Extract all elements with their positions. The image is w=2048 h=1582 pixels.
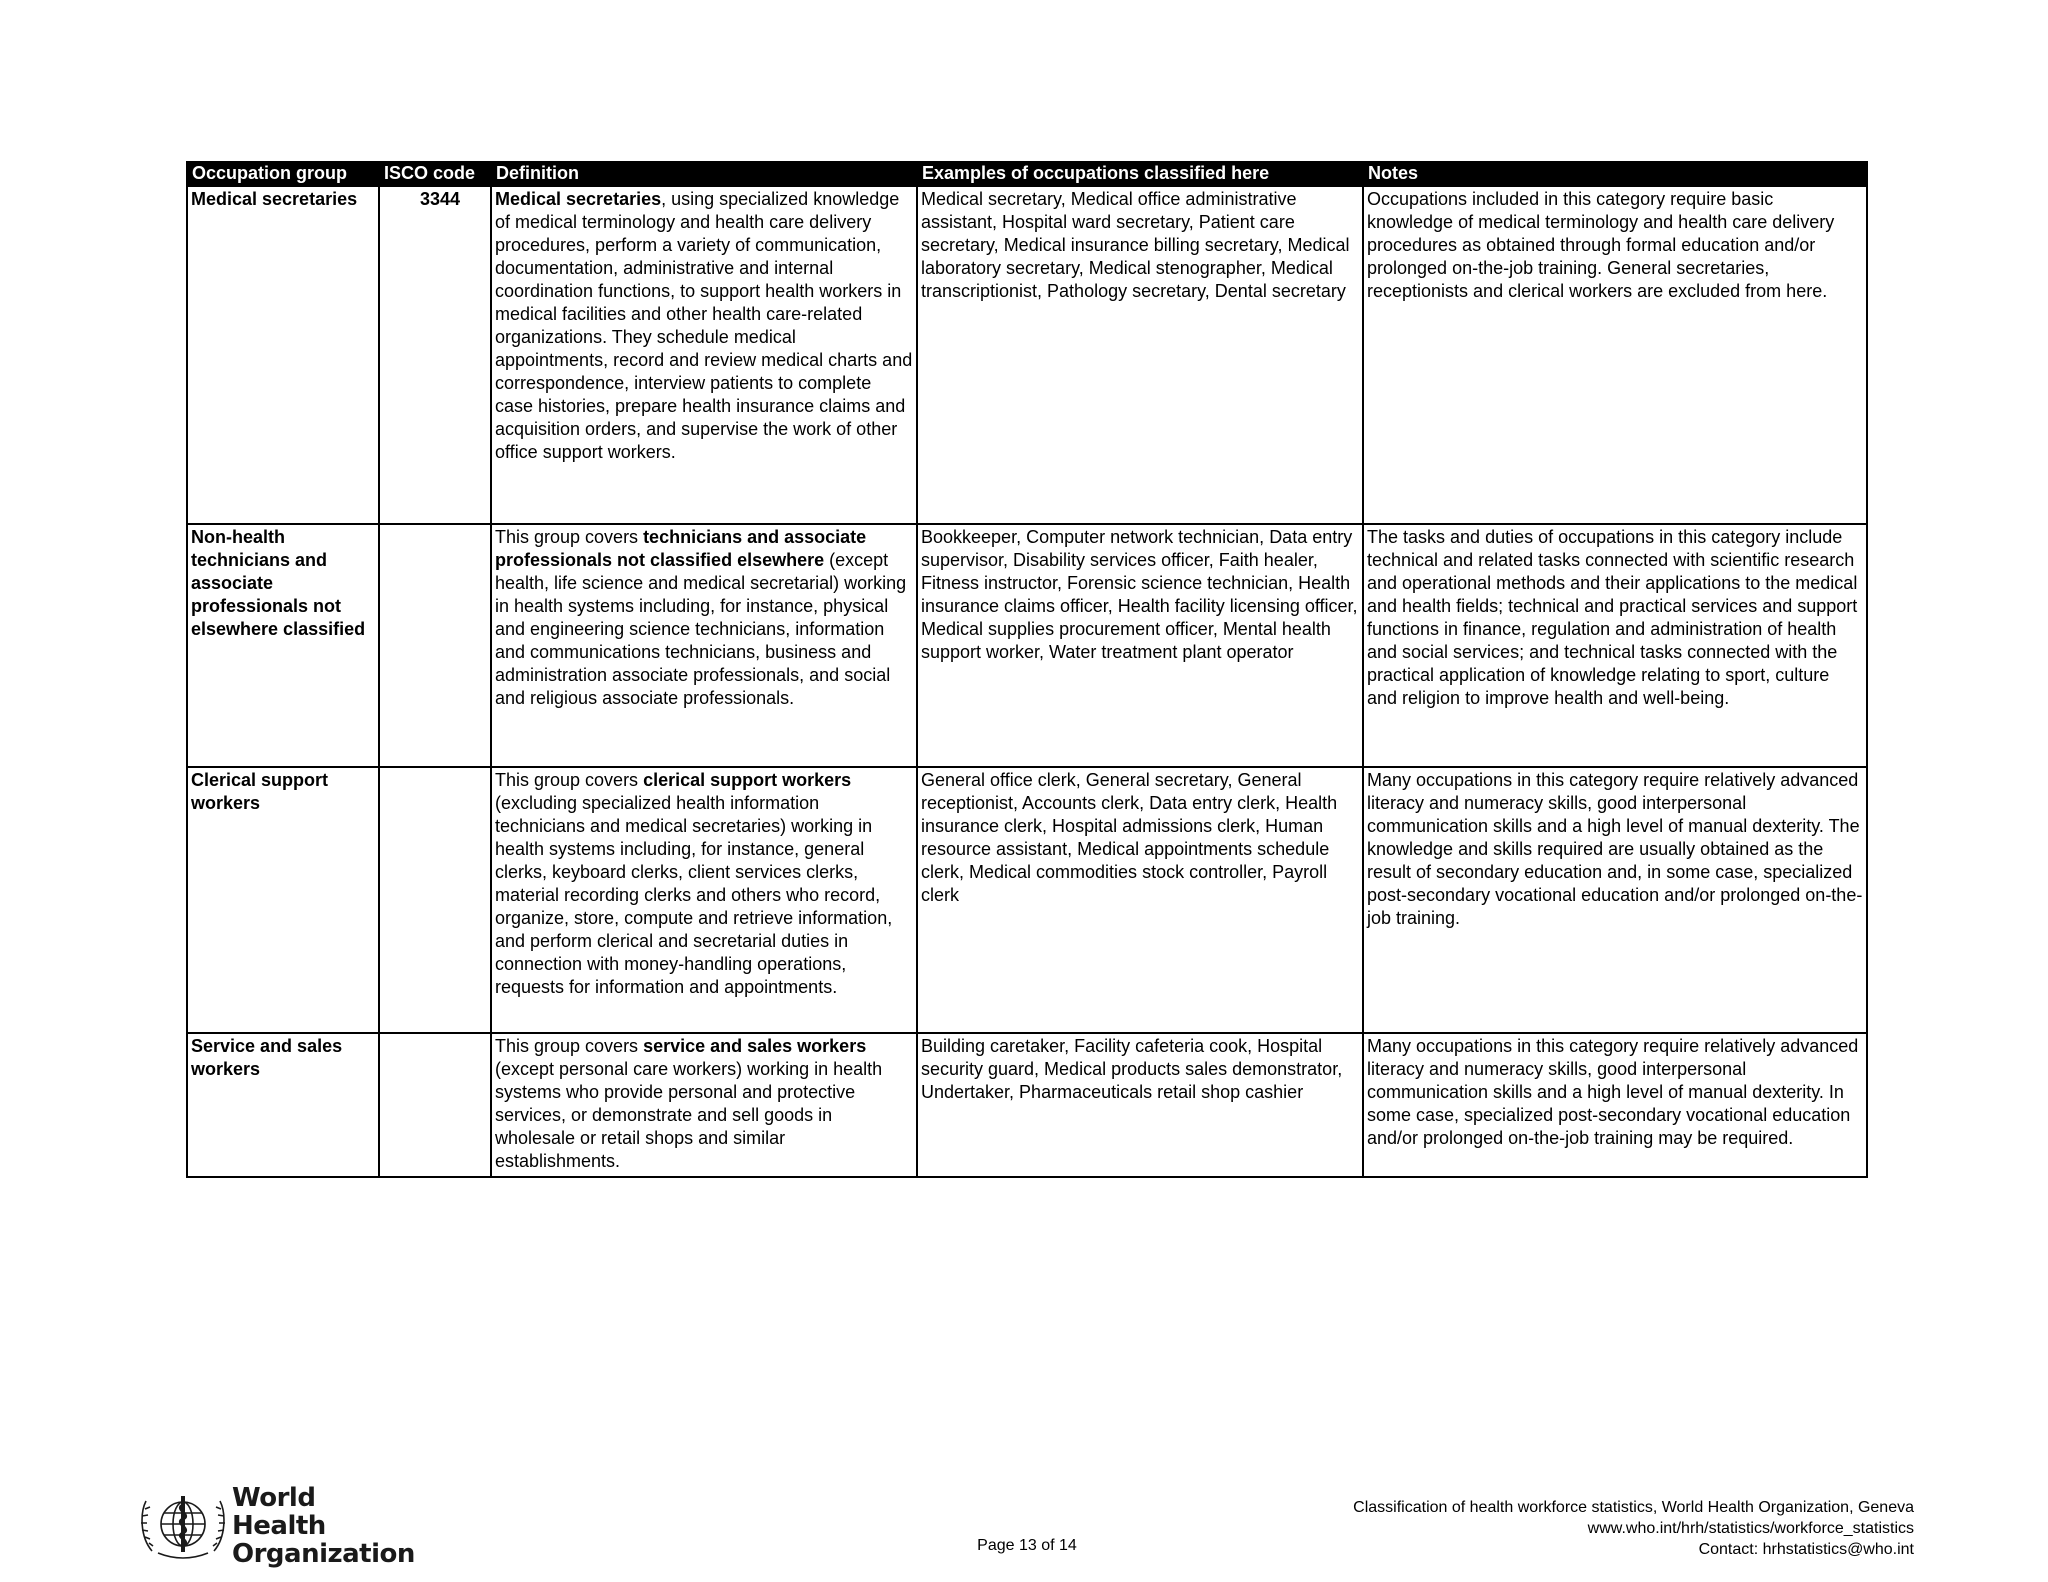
examples-cell: Building caretaker, Facility cafeteria cook, Hospital security guard, Medical products sales demonstrator, Undertaker, Pharmaceuticals retail shop cashier [917, 1033, 1363, 1177]
header-occupation-group: Occupation group [187, 161, 379, 186]
workforce-classification-table [186, 161, 1868, 1178]
definition-bold: Medical secretaries [495, 189, 662, 209]
occupation-group-cell: Medical secretaries [187, 186, 379, 524]
notes-cell: The tasks and duties of occupations in this category include technical and related tasks connected with scientific research and operational methods and their applications to the medical and health fields; technical and practical services and support functions in finance, regulation and administration of health and social services; and technical tasks connected with the practical application of knowledge relating to sport, culture and religion to improve health and well-being. [1363, 524, 1867, 767]
logo-line-1: World Health [232, 1483, 326, 1541]
examples-cell: Bookkeeper, Computer network technician, Data entry supervisor, Disability services officer, Faith healer, Fitness instructor, Forensic science technician, Health insurance claims officer, Health facility licensing officer, Medical supplies procurement officer, Mental health support worker, Water treatment plant operator [917, 524, 1363, 767]
definition-cell [491, 767, 917, 1033]
table-header-row [187, 161, 1867, 186]
header-definition: Definition [491, 161, 917, 186]
table-row [187, 767, 1867, 1033]
occupation-group-cell: Non-health technicians and associate professionals not elsewhere classified [187, 524, 379, 767]
definition-text: (except health, life science and medical secretarial) working in health systems including, for instance, physical and engineering science technicians, information and communications technicians, business and administration associate professionals, and social and religious associate professionals. [495, 550, 907, 708]
examples-cell: General office clerk, General secretary, General receptionist, Accounts clerk, Data entry clerk, Health insurance clerk, Hospital admissions clerk, Human resource assistant, Medical appointments schedule clerk, Medical commodities stock controller, Payroll clerk [917, 767, 1363, 1033]
who-logo [138, 1483, 415, 1569]
table-row [187, 524, 1867, 767]
definition-prefix: This group covers [495, 527, 644, 547]
notes-cell: Occupations included in this category require basic knowledge of medical terminology and health care delivery procedures as obtained through formal education and/or prolonged on-the-job training. General secretaries, receptionists and clerical workers are excluded from here. [1363, 186, 1867, 524]
definition-text: (excluding specialized health information technicians and medical secretaries) working in health systems including, for instance, general clerks, keyboard clerks, client services clerks, material recording clerks and others who record, organize, store, compute and retrieve information, and perform clerical and secretarial duties in connection with money-handling operations, requests for information and appointments. [495, 793, 893, 997]
examples-cell: Medical secretary, Medical office administrative assistant, Hospital ward secretary, Patient care secretary, Medical insurance billing secretary, Medical laboratory secretary, Medical stenographer, Medical transcriptionist, Pathology secretary, Dental secretary [917, 186, 1363, 524]
header-isco-code: ISCO code [379, 161, 491, 186]
table-row [187, 186, 1867, 524]
definition-text: (except personal care workers) working in health systems who provide personal and protective services, or demonstrate and sell goods in wholesale or retail shops and similar establishments. [495, 1059, 883, 1171]
footer-contact: Contact: hrhstatistics@who.int [1698, 1541, 1914, 1558]
notes-cell: Many occupations in this category require relatively advanced literacy and numeracy skills, good interpersonal communication skills and a high level of manual dexterity. In some case, specialized post-secondary vocational education and/or prolonged on-the-job training may be required. [1363, 1033, 1867, 1177]
isco-code-cell: 3344 [379, 186, 491, 524]
footer-title: Classification of health workforce statistics, World Health Organization, Geneva [1353, 1499, 1914, 1516]
header-notes: Notes [1363, 161, 1867, 186]
page-number: Page 13 of 14 [977, 1537, 1077, 1554]
occupation-group-cell: Clerical support workers [187, 767, 379, 1033]
definition-prefix: This group covers [495, 770, 644, 790]
definition-text: , using specialized knowledge of medical terminology and health care delivery procedures, perform a variety of communication, documentation, administrative and internal coordination functions, to support health workers in medical facilities and other health care-related organizations. They schedule medical appointments, record and review medical charts and correspondence, interview patients to complete case histories, prepare health insurance claims and acquisition orders, and supervise the work of other office support workers. [495, 189, 913, 462]
logo-line-2: Organization [232, 1539, 415, 1569]
definition-bold: clerical support workers [643, 770, 852, 790]
definition-bold: service and sales workers [643, 1036, 867, 1056]
header-examples: Examples of occupations classified here [917, 161, 1363, 186]
who-emblem-icon [138, 1491, 228, 1561]
occupation-group-cell: Service and sales workers [187, 1033, 379, 1177]
definition-cell [491, 1033, 917, 1177]
notes-cell: Many occupations in this category require relatively advanced literacy and numeracy skills, good interpersonal communication skills and a high level of manual dexterity. The knowledge and skills required are usually obtained as the result of secondary education and, in some case, specialized post-secondary vocational education and/or prolonged on-the-job training. [1363, 767, 1867, 1033]
isco-code-cell [379, 524, 491, 767]
definition-prefix: This group covers [495, 1036, 644, 1056]
table-row [187, 1033, 1867, 1177]
isco-code-cell [379, 1033, 491, 1177]
definition-cell [491, 524, 917, 767]
definition-bold: technicians and associate professionals not classified elsewhere [495, 527, 867, 570]
footer-url: www.who.int/hrh/statistics/workforce_statistics [1587, 1520, 1914, 1537]
isco-code-cell [379, 767, 491, 1033]
logo-wordmark [232, 1484, 415, 1568]
footer-info [1353, 1497, 1914, 1560]
definition-cell [491, 186, 917, 524]
